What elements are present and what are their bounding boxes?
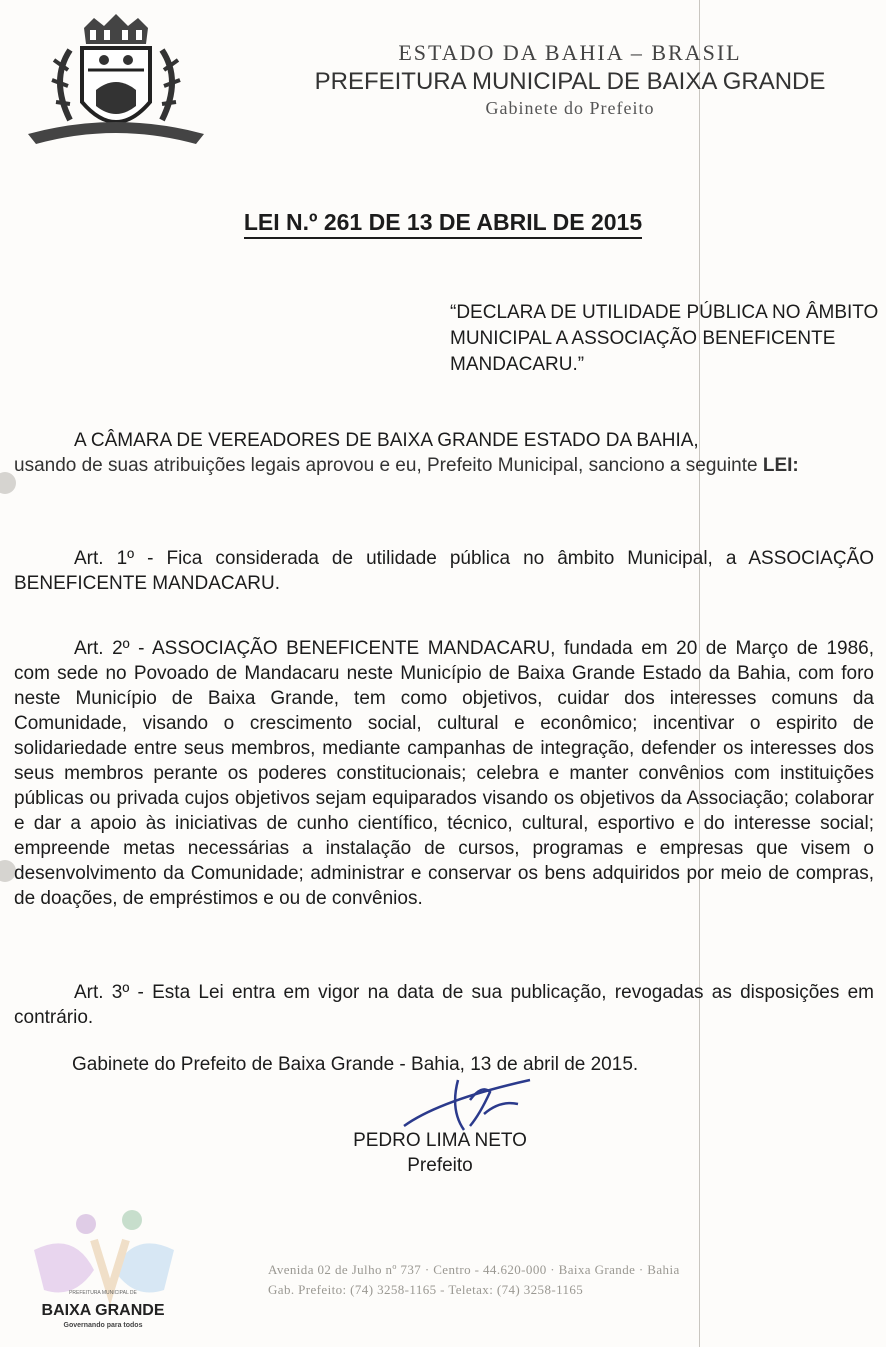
signatory-role: Prefeito <box>407 1155 473 1176</box>
state-name: ESTADO DA BAHIA – BRASIL <box>398 40 742 65</box>
article-1 <box>14 546 874 596</box>
signatory-name: PEDRO LIMA NETO <box>353 1130 527 1151</box>
address-line-1: Avenida 02 de Julho nº 737 · Centro - 44.620-000 · Baixa Grande · Bahia <box>268 1262 680 1277</box>
article-1-text: - Fica considerada de utilidade pública no âmbito Municipal, a ASSOCIAÇÃO BENEFICENTE MANDACARU. <box>14 548 875 594</box>
preamble-lei: LEI: <box>762 455 799 476</box>
law-title-text: LEI N.º 261 DE 13 DE ABRIL DE 2015 <box>244 209 642 239</box>
article-3 <box>14 980 874 1030</box>
footer-address <box>268 1260 858 1300</box>
logo-slogan: Governando para todos <box>63 1322 143 1329</box>
logo-name: BAIXA GRANDE <box>41 1302 165 1319</box>
law-ementa: “DECLARA DE UTILIDADE PÚBLICA NO ÂMBITO MUNICIPAL A ASSOCIAÇÃO BENEFICENTE MANDACARU.” <box>450 302 879 375</box>
signature-block <box>330 1128 550 1178</box>
preamble-text <box>14 453 874 478</box>
article-2 <box>14 636 874 911</box>
preamble-body: usando de suas atribuições legais aprovou e eu, Prefeito Municipal, sanciono a seguinte <box>14 455 758 476</box>
address-line-2: Gab. Prefeito: (74) 3258-1165 - Teletax: (74) 3258-1165 <box>268 1282 584 1297</box>
article-2-label: Art. 2º <box>74 638 130 659</box>
logo-caption: PREFEITURA MUNICIPAL DE <box>69 1290 137 1296</box>
closing-line: Gabinete do Prefeito de Baixa Grande - Bahia, 13 de abril de 2015. <box>72 1054 639 1075</box>
gabinete-name: Gabinete do Prefeito <box>485 98 655 118</box>
coat-of-arms-icon <box>24 10 208 150</box>
prefeitura-name: PREFEITURA MUNICIPAL DE BAIXA GRANDE <box>314 68 826 95</box>
article-3-label: Art. 3º - <box>74 982 144 1003</box>
law-title <box>0 209 886 236</box>
article-2-text: - ASSOCIAÇÃO BENEFICENTE MANDACARU, fundada em 20 de Março de 1986, com sede no Povoado de Mandacaru neste Município de Baixa Grande Estado da Bahia, com foro neste Município de Baixa Grande, tem como objetivos, cuidar dos interesses comuns da Comunidade, visando o crescimento social, cultural e econômico; incentivar o espirito de solidariedade entre seus membros, mediante campanhas de integração, defender os interesses dos seus membros perante os poderes constitucionais; celebra e manter convênios com instituições públicas ou privada cujos objetivos sejam equiparados visando os objetivos da Associação; colaborar e dar a apoio às iniciativas de cunho científico, técnico, cultural, esportivo e do interesse social; empreende metas necessárias a instalação de cursos, programas e empresas que visem o desenvolvimento da Comunidade; administrar e conservar os bens adquiridos por meio de compras, de doações, de empréstimos e ou de convênios. <box>14 638 875 909</box>
article-3-text: Esta Lei entra em vigor na data de sua publicação, revogadas as disposições em contrário. <box>14 982 874 1028</box>
article-1-label: Art. 1º <box>74 548 135 569</box>
letterhead <box>240 40 886 119</box>
preamble <box>14 428 874 478</box>
preamble-lead: A CÂMARA DE VEREADORES DE BAIXA GRANDE ESTADO DA BAHIA, <box>74 430 699 451</box>
